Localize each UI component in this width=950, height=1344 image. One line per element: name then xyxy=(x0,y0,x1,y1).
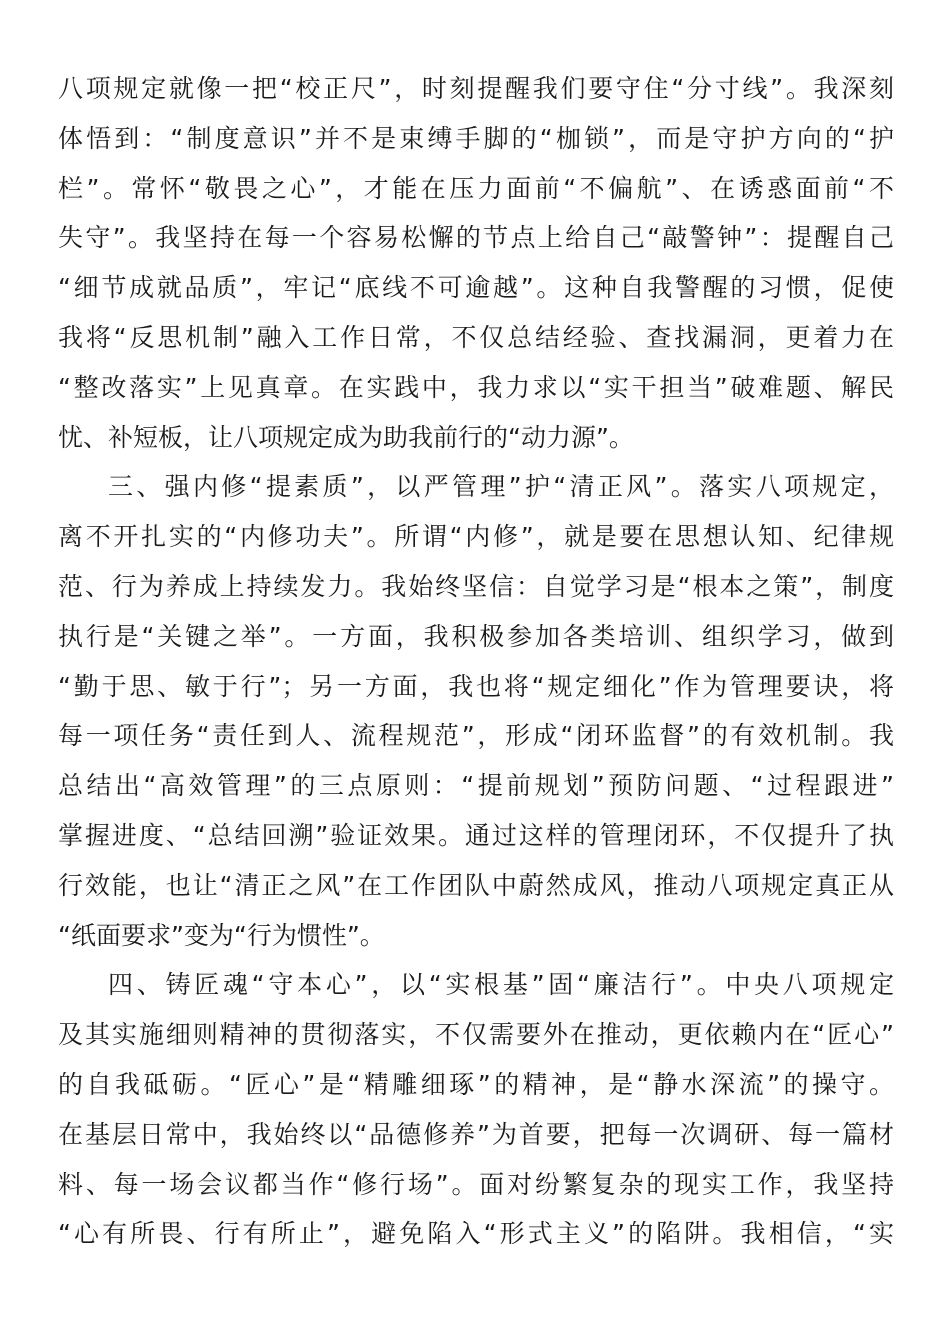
text-line: 我将“反思机制”融入工作日常，不仅总结经验、查找漏洞，更着力在 xyxy=(58,322,894,352)
text-line: 的自我砥砺。“匠心”是“精雕细琢”的精神，是“静水深流”的操守。 xyxy=(58,1069,894,1099)
text-line: 及其实施细则精神的贯彻落实，不仅需要外在推动，更依赖内在“匠心” xyxy=(58,1020,894,1050)
text-line: 八项规定就像一把“校正尺”，时刻提醒我们要守住“分寸线”。我深刻 xyxy=(58,74,894,103)
section-heading-line: 三、强内修“提素质”，以严管理”护“清正风”。落实八项规定， xyxy=(108,472,894,502)
document-body xyxy=(58,64,894,1259)
text-line: 忧、补短板，让八项规定成为助我前行的“动力源”。 xyxy=(58,422,634,452)
text-line: 料、每一场会议都当作“修行场”。面对纷繁复杂的现实工作，我坚持 xyxy=(58,1169,894,1199)
text-line: “勤于思、敏于行”；另一方面，我也将“规定细化”作为管理要诀，将 xyxy=(58,671,894,701)
text-line: “细节成就品质”，牢记“底线不可逾越”。这种自我警醒的习惯，促使 xyxy=(58,273,894,303)
text-line: “整改落实”上见真章。在实践中，我力求以“实干担当”破难题、解民 xyxy=(58,372,894,402)
text-line: “心有所畏、行有所止”，避免陷入“形式主义”的陷阱。我相信，“实 xyxy=(58,1219,894,1249)
text-line: 掌握进度、“总结回溯”验证效果。通过这样的管理闭环，不仅提升了执 xyxy=(58,820,894,850)
text-line: “纸面要求”变为“行为惯性”。 xyxy=(58,920,385,950)
text-line: 范、行为养成上持续发力。我始终坚信：自觉学习是“根本之策”，制度 xyxy=(58,571,894,601)
text-line: 栏”。常怀“敬畏之心”，才能在压力面前“不偏航”、在诱惑面前“不 xyxy=(58,173,894,203)
text-line: 体悟到：“制度意识”并不是束缚手脚的“枷锁”，而是守护方向的“护 xyxy=(58,123,894,153)
section-heading-line: 四、铸匠魂“守本心”，以“实根基”固“廉洁行”。中央八项规定 xyxy=(108,970,894,1000)
text-line: 每一项任务“责任到人、流程规范”，形成“闭环监督”的有效机制。我 xyxy=(58,721,894,751)
text-line: 总结出“高效管理”的三点原则：“提前规划”预防问题、“过程跟进” xyxy=(58,771,894,801)
text-line: 行效能，也让“清正之风”在工作团队中蔚然成风，推动八项规定真正从 xyxy=(58,870,894,900)
text-line: 离不开扎实的“内修功夫”。所谓“内修”，就是要在思想认知、纪律规 xyxy=(58,522,894,552)
text-line: 失守”。我坚持在每一个容易松懈的节点上给自己“敲警钟”：提醒自己 xyxy=(58,223,894,253)
text-line: 在基层日常中，我始终以“品德修养”为首要，把每一次调研、每一篇材 xyxy=(58,1119,894,1149)
text-line: 执行是“关键之举”。一方面，我积极参加各类培训、组织学习，做到 xyxy=(58,621,894,651)
